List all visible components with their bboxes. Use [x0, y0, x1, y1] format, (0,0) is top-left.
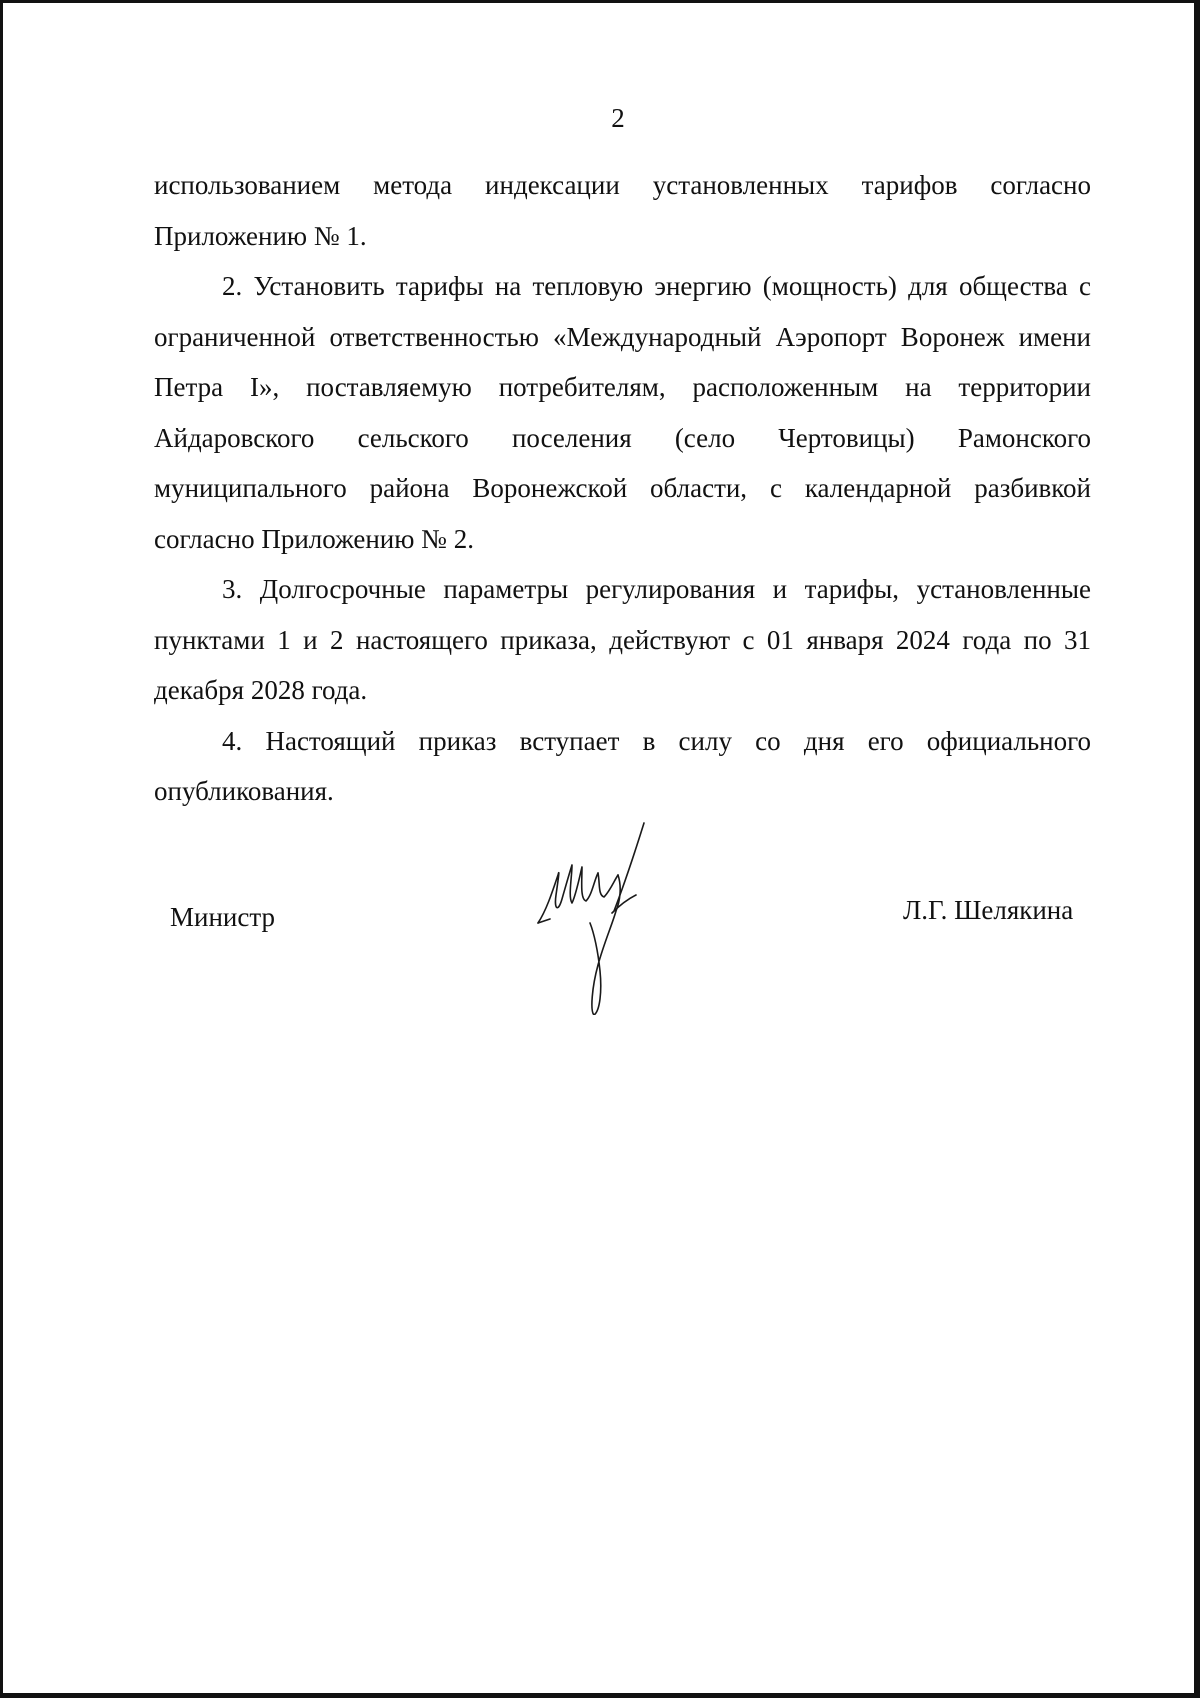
handwritten-signature — [528, 815, 668, 1015]
signer-name: Л.Г. Шелякина — [903, 895, 1074, 925]
signer-title: Министр — [170, 902, 275, 932]
paragraph-continuation: использованием метода индексации установленных тарифов согласно Приложению № 1. — [154, 170, 1091, 251]
paragraph-item-3: 3. Долгосрочные параметры регулирования и тарифы, установленные пунктами 1 и 2 настоящего приказа, действуют с 01 января 2024 года по 31 декабря 2028 года. — [154, 574, 1091, 705]
paragraph-item-2: 2. Установить тарифы на тепловую энергию (мощность) для общества с ограниченной ответственностью «Международный Аэропорт Воронеж имени Петра I», поставляемую потребителям, расположенным на территории Айдаровского сельского поселения (село Чертовицы) Рамонского муниципального района Воронежской области, с календарной разбивкой согласно Приложению № 2. — [154, 271, 1091, 554]
paragraph-item-4: 4. Настоящий приказ вступает в силу со дня его официального опубликования. — [154, 725, 1091, 806]
document-body — [154, 160, 1091, 817]
page-number: 2 — [611, 103, 625, 133]
